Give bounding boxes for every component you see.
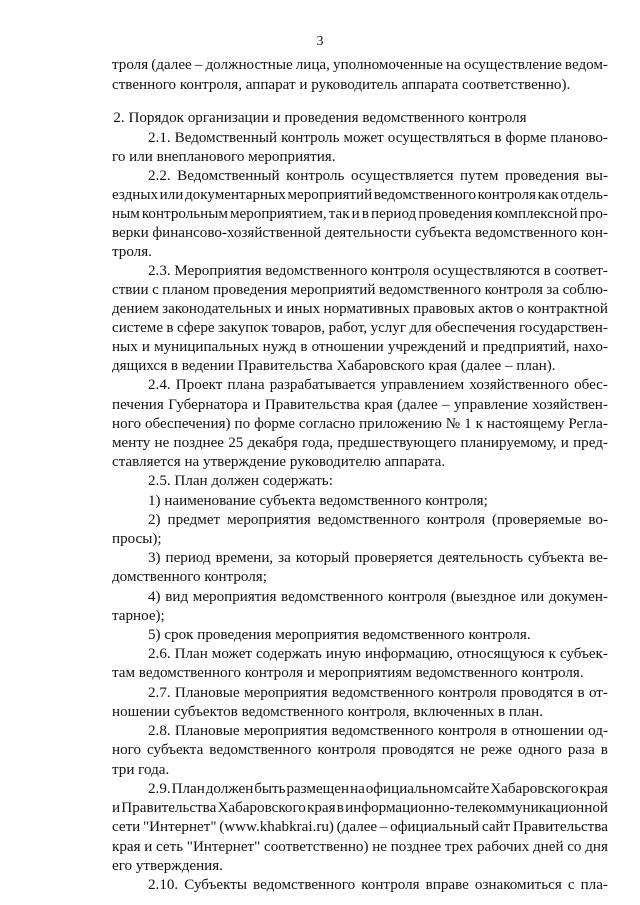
text-line: 2.3. Мероприятия ведомственного контроля осуществляются в соответ- bbox=[148, 263, 608, 279]
text-line: дящихся в ведении Правительства Хабаровского края (далее – план). bbox=[112, 358, 556, 374]
text-line: ным контрольным мероприятием, так и в период проведения комплексной про- bbox=[112, 206, 608, 222]
text-line: просы); bbox=[112, 531, 162, 547]
text-line: 3) период времени, за который проверяется деятельность субъекта ве- bbox=[148, 550, 608, 566]
text-line: его утверждения. bbox=[112, 858, 223, 874]
text-line: тарное); bbox=[112, 608, 165, 624]
text-line: домственного контроля; bbox=[112, 569, 267, 585]
text-line: системе в сфере закупок товаров, работ, услуг для обеспечения государствен- bbox=[112, 320, 608, 336]
page-number: 3 bbox=[316, 34, 324, 49]
text-line: 2.10. Субъекты ведомственного контроля вправе ознакомиться с пла- bbox=[148, 877, 608, 893]
text-line: 2. Порядок организации и проведения ведомственного контроля bbox=[113, 110, 527, 126]
text-line: и Правительства Хабаровского края в информационно-телекоммуникационной bbox=[112, 800, 608, 816]
text-line: 2.9. План должен быть размещен на официальном сайте Хабаровского края bbox=[148, 781, 608, 797]
text-line: 2) предмет мероприятия ведомственного контроля (проверяемые во- bbox=[148, 512, 608, 528]
text-line: верки финансово-хозяйственной деятельности субъекта ведомственного кон- bbox=[112, 225, 608, 241]
text-line: сети "Интернет" (www.khabkrai.ru) (далее – официальный сайт Правительства bbox=[112, 819, 608, 835]
text-line: ных и муниципальных нужд в отношении учреждений и предприятий, нахо- bbox=[112, 339, 608, 355]
text-line: 2.8. Плановые мероприятия ведомственного контроля в отношении од- bbox=[148, 723, 608, 739]
text-line: ного обеспечения) по форме согласно приложению № 1 к настоящему Регла- bbox=[112, 416, 608, 432]
text-line: ездных или документарных мероприятий ведомственного контроля как отдель- bbox=[112, 187, 608, 203]
text-line: 2.6. План может содержать иную информацию, относящуюся к субъек- bbox=[148, 646, 608, 662]
text-line: ставляется на утверждение руководителю аппарата. bbox=[112, 454, 446, 470]
text-line: го или внепланового мероприятия. bbox=[112, 149, 336, 165]
text-line: троля (далее – должностные лица, уполномоченные на осуществление ведом- bbox=[112, 57, 608, 73]
text-line: 1) наименование субъекта ведомственного контроля; bbox=[148, 493, 488, 509]
text-line: 2.1. Ведомственный контроль может осуществляться в форме планово- bbox=[148, 130, 608, 146]
text-line: менту не позднее 25 декабря года, предшествующего планируемому, и пред- bbox=[112, 435, 608, 451]
text-line: ного субъекта ведомственного контроля проводятся не реже одного раза в bbox=[112, 742, 608, 758]
text-line: края и сеть "Интернет" соответственно) не позднее трех рабочих дней со дня bbox=[112, 839, 608, 855]
text-line: дением законодательных и иных нормативных правовых актов о контрактной bbox=[112, 301, 608, 317]
text-line: 2.7. Плановые мероприятия ведомственного контроля проводятся в от- bbox=[148, 685, 608, 701]
text-line: три года. bbox=[112, 762, 170, 778]
text-line: 2.2. Ведомственный контроль осуществляется путем проведения вы- bbox=[148, 168, 608, 184]
text-line: там ведомственного контроля и мероприятиям ведомственного контроля. bbox=[112, 665, 584, 681]
text-line: печения Губернатора и Правительства края (далее – управление хозяйствен- bbox=[112, 397, 608, 413]
text-line: ствии с планом проведения мероприятий ведомственного контроля за соблю- bbox=[112, 282, 608, 298]
text-line: 4) вид мероприятия ведомственного контроля (выездное или докумен- bbox=[148, 589, 608, 605]
text-line: 2.4. Проект плана разрабатывается управлением хозяйственного обес- bbox=[148, 377, 608, 393]
text-line: 2.5. План должен содержать: bbox=[148, 473, 333, 489]
text-line: ственного контроля, аппарат и руководитель аппарата соответственно). bbox=[112, 77, 571, 93]
text-line: троля. bbox=[112, 244, 152, 260]
text-line: ношении субъектов ведомственного контроля, включенных в план. bbox=[112, 704, 544, 720]
text-line: 5) срок проведения мероприятия ведомственного контроля. bbox=[148, 627, 531, 643]
